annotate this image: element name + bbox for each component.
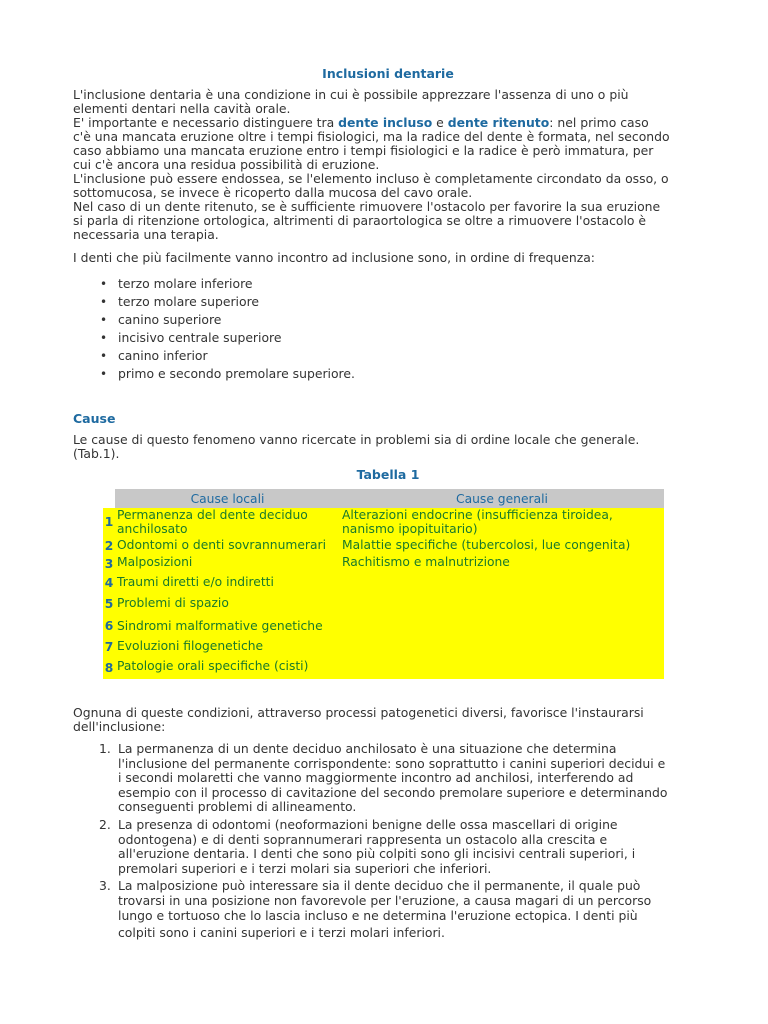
term-dente-incluso: dente incluso bbox=[338, 115, 433, 130]
bullet-icon: • bbox=[100, 277, 108, 291]
intro-line: L'inclusione dentaria è una condizione in cui è possibile apprezzare l'assenza di uno o più bbox=[73, 87, 629, 102]
table-row: 4 Traumi diretti e/o indiretti bbox=[103, 573, 664, 593]
intro-line: elementi dentari nella cavità orale. bbox=[73, 101, 291, 116]
intro-line: L'inclusione può essere endossea, se l'elemento incluso è completamente circondato da osso, o bbox=[73, 171, 669, 186]
intro-paragraph bbox=[73, 88, 703, 242]
bullet-icon: • bbox=[100, 367, 108, 381]
table-title: Tabella 1 bbox=[356, 467, 420, 482]
document-page bbox=[73, 66, 703, 941]
column-header-local: Cause locali bbox=[115, 489, 340, 508]
frequency-intro: I denti che più facilmente vanno incontro ad inclusione sono, in ordine di frequenza: bbox=[73, 250, 595, 265]
intro-line: Nel caso di un dente ritenuto, se è sufficiente rimuovere l'ostacolo per favorire la sua eruzione bbox=[73, 199, 661, 214]
after-table-line: dell'inclusione: bbox=[73, 719, 166, 734]
explanations-list bbox=[73, 742, 703, 941]
term-dente-ritenuto: dente ritenuto bbox=[447, 115, 550, 130]
intro-line: necessaria una terapia. bbox=[73, 227, 219, 242]
intro-line: cui c'è ancora una residua possibilità di eruzione. bbox=[73, 157, 380, 172]
bullet-icon: • bbox=[100, 295, 108, 309]
intro-line: sottomucosa, se invece è ricoperto dalla mucosa del cavo orale. bbox=[73, 185, 473, 200]
list-item: 3. La malposizione può interessare sia il dente deciduo che il permanente, il quale può trovarsi in una posizione non favorevole per l'eruzione, a causa magari di un percorso lungo e tortuoso che lo lascia incluso e ne determina l'eruzione ectopica. I denti più colpiti sono i canini superiori e i terzi molari inferiori. bbox=[99, 878, 652, 941]
teeth-list bbox=[73, 275, 703, 383]
column-header-general: Cause generali bbox=[340, 489, 664, 508]
document-title: Inclusioni dentarie bbox=[322, 66, 454, 81]
causes-table bbox=[103, 489, 664, 679]
table-header-row bbox=[103, 489, 664, 508]
intro-line: caso abbiamo una mancata eruzione entro i tempi fisiologici e la radice è però immatura, per bbox=[73, 143, 654, 158]
cause-intro-line: Le cause di questo fenomeno vanno ricercate in problemi sia di ordine locale che generale. bbox=[73, 432, 640, 447]
after-table-line: Ognuna di queste condizioni, attraverso processi patogenetici diversi, favorisce l'instaurarsi bbox=[73, 705, 644, 720]
list-item: • terzo molare inferiore bbox=[100, 276, 253, 291]
table-row: 5 Problemi di spazio bbox=[103, 593, 664, 615]
list-item: • primo e secondo premolare superiore. bbox=[100, 366, 355, 381]
list-item: • terzo molare superiore bbox=[100, 294, 260, 309]
table-row: 3 Malposizioni Rachitismo e malnutrizione bbox=[103, 555, 664, 573]
intro-line: E' importante e necessario distinguere tra dente incluso e dente ritenuto: nel primo caso bbox=[73, 115, 649, 130]
intro-line: si parla di ritenzione ortologica, altrimenti di paraortologica se oltre a rimuovere l'ostacolo è bbox=[73, 213, 647, 228]
table-row: 2 Odontomi o denti sovrannumerari Malattie specifiche (tubercolosi, lue congenita) bbox=[103, 536, 664, 555]
bullet-icon: • bbox=[100, 331, 108, 345]
table-row: 7 Evoluzioni filogenetiche bbox=[103, 637, 664, 656]
bullet-icon: • bbox=[100, 349, 108, 363]
cause-intro-line: (Tab.1). bbox=[73, 446, 120, 461]
table-row: 8 Patologie orali specifiche (cisti) bbox=[103, 656, 664, 679]
list-item: • canino inferior bbox=[100, 348, 208, 363]
list-item: • canino superiore bbox=[100, 312, 222, 327]
list-item: 1. La permanenza di un dente deciduo anchilosato è una situazione che determina l'inclusione del permanente corrispondente: sono soprattutto i canini superiori decidui e i secondi molaretti che vanno maggiormente incontro ad anchilosi, interferendo ad esempio con il processo di cavitazione del secondo premolare superiore e determinando conseguenti problemi di allineamento. bbox=[99, 741, 668, 815]
bullet-icon: • bbox=[100, 313, 108, 327]
list-item: • incisivo centrale superiore bbox=[100, 330, 282, 345]
list-item: 2. La presenza di odontomi (neoformazioni benigne delle ossa mascellari di origine odontogena) e di denti soprannumerari rappresenta un ostacolo alla crescita e all'eruzione dentaria. I denti che sono più colpiti sono gli incisivi centrali superiori, i premolari superiori e i terzi molari sia superiori che inferiori. bbox=[99, 816, 636, 876]
intro-line: c'è una mancata eruzione oltre i tempi fisiologici, ma la radice del dente è formata, nel secondo bbox=[73, 129, 670, 144]
section-heading-cause: Cause bbox=[73, 411, 116, 426]
table-row: 6 Sindromi malformative genetiche bbox=[103, 615, 664, 637]
table-row: 1 Permanenza del dente deciduo anchilosato Alterazioni endocrine (insufficienza tiroidea, nanismo ipopituitario) bbox=[103, 508, 664, 536]
